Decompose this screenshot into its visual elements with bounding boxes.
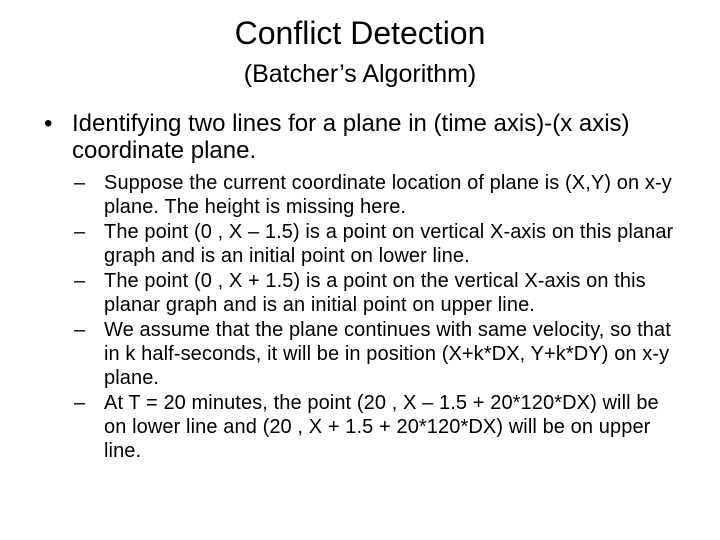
main-bullet-item — [44, 110, 694, 164]
slide-subtitle: (Batcher’s Algorithm) — [243, 60, 477, 88]
bullet-marker: • — [44, 110, 53, 137]
sub-bullet-list — [74, 171, 674, 464]
sub-bullet-text: Suppose the current coordinate location of plane is (X,Y) on x-y plane. The height is missing here. — [104, 172, 672, 218]
sub-bullet-item — [74, 220, 674, 268]
sub-bullet-text: We assume that the plane continues with same velocity, so that in k half-seconds, it will be in position (X+k*DX, Y+k*DY) on x-y plane. — [104, 319, 671, 389]
sub-bullet-text: The point (0 , X + 1.5) is a point on the vertical X-axis on this planar graph and is an initial point on upper line. — [104, 270, 646, 316]
sub-bullet-item — [74, 269, 674, 317]
dash-marker: – — [74, 221, 86, 243]
dash-marker: – — [74, 319, 86, 341]
sub-bullet-item — [74, 171, 674, 219]
sub-bullet-text: The point (0 , X – 1.5) is a point on vertical X-axis on this planar graph and is an initial point on lower line. — [104, 221, 674, 267]
dash-marker: – — [74, 392, 86, 414]
main-bullet — [44, 110, 694, 164]
slide-title: Conflict Detection — [234, 15, 486, 51]
sub-bullet-item — [74, 391, 674, 463]
dash-marker: – — [74, 270, 86, 292]
sub-bullet-item — [74, 318, 674, 390]
sub-bullet-text: At T = 20 minutes, the point (20 , X – 1.5 + 20*120*DX) will be on lower line and (20 , X + 1.5 + 20*120*DX) will be on upper line. — [104, 392, 659, 462]
dash-marker: – — [74, 172, 86, 194]
main-bullet-text: Identifying two lines for a plane in (time axis)-(x axis) coordinate plane. — [72, 110, 630, 164]
